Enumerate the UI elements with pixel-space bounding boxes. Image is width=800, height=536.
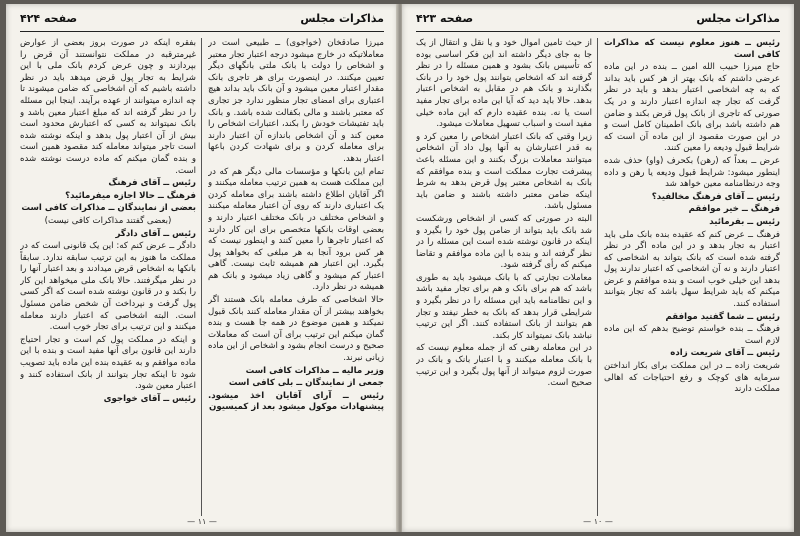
left-page-number: صفحه ۴۲۴	[20, 12, 78, 25]
paragraph: میرزا صادقخان (خواجوی) ــ طبیعی است در معاملاتیکه در خارج میشود درجه اعتبار تجار معتبر و اشخاص را دولت با بانک ملتی بانگهای دیگر تعیین میکنند. در اینصورت برای هر تاجری بانک مقدار اعتبار معین میشود و آن بانک باید بداند هیچ اعتباری برای امضای تجار منظور ندارد جز تجاری که معتبر باشند و مالی بکفالت شده باشد. و بانک باید تفتیشات خودش را بکند، اعتبارات اشخاص را معین کند و آن اشخاص باندازه آن اعتبار دارند برای معامله کردن و برای شهادت کردن باعها اعتبار بدهد.	[208, 38, 384, 164]
speaker-line: رئیس ــ شما گفتید موافقم	[665, 311, 780, 322]
paragraph: دادگر ــ عرض کنم که: این یک قانونی است که در مملکت ما هنوز به این ترتیب سابقه ندارد. سابقاً بانکها به اشخاص قرض میدادند و بعد اعتبار آنها را در نظر میگرفتند. حالا بانک ملی میخواهد این کار را بکند و در قانون نوشته شده است که اگر کسی پول گرفت و نپرداخت آن شخص ضامن مسئول است. البته اشخاصی که اعتبار دارند معامله میکنند و این ترتیب برای تجار خوب است.	[20, 241, 196, 333]
paragraph: فرهنگ ــ بنده خواستم توضیح بدهم که این ماده لازم است	[604, 324, 780, 346]
paragraph: زیرا وقتی که بانک اعتبار اشخاص را معین کرد و به قدر اعتبارشان به آنها پول داد آن اشخاص میتوانند معاملات بزرگ بکنند و این مسئله باعث پیشرفت تجارت مملکت است و بنده موافقم که بانک به اشخاص معتبر پول قرض بدهد به شرط اینکه ضامن معتبر داشته باشند و ضامن باید مسئول باشد.	[416, 131, 592, 212]
paragraph: شریعت زاده ــ در این مملکت برای بکار انداختن سرمایه های کوچک و رفع احتیاجات که اهالی مملکت دارند	[604, 361, 780, 395]
left-page-right-column	[208, 38, 384, 516]
paragraph: معاملات تجارتی که با بانک میشود باید به طوری باشد که هم برای بانک و هم برای تجار مفید باشد و این نظامنامه باید این مسئله را در نظر بگیرد و شرایطی قرار بدهد که بانک به خطر نیفتد و تجار هم بتوانند از بانک استفاده کنند. اگر این ترتیب نباشد بانک نمیتواند کار بکند.	[416, 272, 592, 341]
left-column-divider	[201, 38, 202, 516]
paragraph: حالا اشخاصی که طرف معامله بانک هستند اگر بخواهند بیشتر از آن مقدار معامله کنند بانک قبول نمیکند و همین موضوع در همه جا هست و بنده گمان میکنم این ترتیب برای آن است که معاملات صحیح و درست انجام بشود و اشخاص از این ماده زیانی نبرند.	[208, 295, 384, 364]
right-page-title: مذاکرات مجلس	[696, 12, 780, 25]
book-spread	[6, 4, 794, 532]
speaker-line: رئیس ــ آقای خواجوی	[103, 393, 196, 404]
paragraph: در این معامله رهنی که از جمله معلوم نیست که با بانک معامله میکنند و با اعتبار بانک و بانک در صورت لزوم میتواند از آنها پول بگیرد و این ترتیب صحیح است.	[416, 343, 592, 389]
right-page-number: صفحه ۴۲۳	[416, 12, 474, 25]
paragraph: حاج میرزا حبیب الله امین ــ بنده در این ماده عرضی داشتم که بانک بهتر از هر کس باید بداند که به چه اشخاصی اعتبار بدهد و باید در نظر گرفت که تجار چه اندازه اعتبار دارند و در یک صورتی که تاجری از بانک پول قرض بکند و ضامن هم داشته باشد برای بانک اطمینان کامل است و در این صورت مقصود از این ماده آن است که شرایط قبول ودیعه را معین کنند.	[604, 62, 780, 154]
left-page-footer: — ۱۱ —	[187, 517, 217, 526]
paragraph: (بعضی گفتند مذاکرات کافی نیست)	[44, 215, 172, 226]
speaker-line: رئیس ــ آقای دادگر	[115, 228, 196, 239]
right-page-left-column	[416, 38, 592, 516]
speaker-line: بعضی از نمایندگان ــ مذاکرات کافی است	[21, 203, 196, 214]
paragraph: بفقره اینکه در صورت بروز بعضی از عوارض غیرمترقبه در مملکت نتوانستند آن قرض را بپردازند و چون عرض کردم بانک ملی با این شرایط به تجار پول قرض میدهد باید در نظر داشته باشیم که آن اشخاصی که ضامن میشوند تا چه اندازه میتوانند از عهده برآیند. اینجا این مسئله را در نظر گرفته اند که مبلغ اعتبار معین باشد و بانک نمیتواند به کسی که اعتبارش محدود است بیش از آن اعتبار پول بدهد و اینکه نوشته شده است تاجر میتواند معامله کند مقصود همین است و بنده گمان میکنم که ماده درست نوشته شده است.	[20, 38, 196, 176]
left-page-header	[20, 12, 384, 30]
speaker-line: رئیس ــ آقای شریعت زاده	[670, 348, 780, 359]
speaker-line: رئیس ــ آقای فرهنگ مخالفید؟	[651, 191, 780, 202]
left-page	[6, 4, 398, 532]
paragraph: عرض ــ بعداً که (رهن) بکحرف (واو) حذف شده اینطور میشود: شرایط قبول ودیعه یا رهن و داده وجه درنظامنامه معین خواهد شد	[604, 155, 780, 190]
right-header-rule	[416, 31, 780, 32]
speaker-line: فرهنگ ــ خیر موافقم	[688, 204, 780, 215]
paragraph: تمام این بانکها و مؤسسات مالی دیگر هم که در این مملکت هست به همین ترتیب معامله میکنند و اگر آقایان اطلاع داشته باشند برای معامله کردن یک اعتباری دارند که روی آن اعتبار معامله میکنند و اشخاص مختلف در بانک مختلف اعتبار دارند و بعضی اوقات بانکها متخصص برای این کار دارند که اعتبار تاجرها را معین کنند و اینطور نیست که هر کس برود آنجا به هر مبلغی که بخواهد پول بگیرد. این اعتبار هم همیشه ثابت نیست. گاهی اعتبار کم میشود و گاهی زیاد میشود و بانک هم همیشه در نظر دارد.	[208, 166, 384, 293]
paragraph: البته در صورتی که کسی از اشخاص ورشکست شد بانک باید بتواند از ضامن پول خود را بگیرد و اینکه در قانون نوشته شده است این مسئله را در نظر گرفته اند و بنده با این ماده موافقم و تقاضا میکنم که رأی گرفته شود.	[416, 213, 592, 271]
speaker-line: رئیس ــ آقای فرهنگ	[108, 178, 196, 189]
paragraph: فرهنگ ــ عرض کنم که عقیده بنده بانک ملی باید اعتبار به تجار بدهد و در این ماده اگر در نظر گرفته شده است که بانک بتواند به اشخاصی که اعتبار دارند و نه آن اشخاصی که اعتبار ندارند پول بدهد این خیلی خوب است و بنده موافقم و عرض میکنم که باید شرایط سهل باشد که تجار بتوانند استفاده کنند.	[604, 229, 780, 310]
left-page-title: مذاکرات مجلس	[300, 12, 384, 25]
paragraph: و اینکه در مملکت پول کم است و تجار احتیاج دارند این قانون برای آنها مفید است و بنده با این ماده موافقم و به عقیده بنده این ماده باید تصویب شود تا اینکه تجار بتوانند از بانک استفاده کنند و اعتبار معین شود.	[20, 334, 196, 392]
speaker-line: رئیس ــ بفرمائید	[709, 216, 780, 227]
speaker-line: جمعی از نمایندگان ــ بلی کافی است	[228, 378, 384, 389]
left-header-rule	[20, 31, 384, 32]
speaker-line: رئیس ــ آرای آقایان اخذ میشود. پیشنهادات موکول میشود بعد از کمیسیون	[208, 390, 384, 413]
right-page	[402, 4, 794, 532]
left-page-left-column	[20, 38, 196, 516]
speaker-line: رئیس ــ هنوز معلوم نیست که مذاکرات کافی است	[604, 38, 780, 60]
speaker-line: فرهنگ ــ حالا اجازه میفرمائید؟	[65, 190, 196, 201]
right-page-footer: — ۱۰ —	[583, 517, 613, 526]
speaker-line: وزیر مالیه ــ مذاکرات کافی است	[245, 365, 384, 376]
paragraph: از حیث تأمین اموال خود و یا نقل و انتقال از یک جا به جای دیگر داشته اند این فکر اساسی بوده که تأسیس بانک بشود و همین مسئله را در نظر گرفته اند که اشخاص بتوانند پول خود را در بانک بگذارند و بانک هم در مقابل به اشخاص اعتبار بدهد. حالا باید دید که آیا این ماده برای تجار مفید است یا نه. بنده عقیده دارم که این ماده خیلی مفید است و اسباب تسهیل معاملات میشود.	[416, 38, 592, 130]
right-page-header	[416, 12, 780, 30]
right-column-divider	[597, 38, 598, 516]
right-page-right-column	[604, 38, 780, 516]
